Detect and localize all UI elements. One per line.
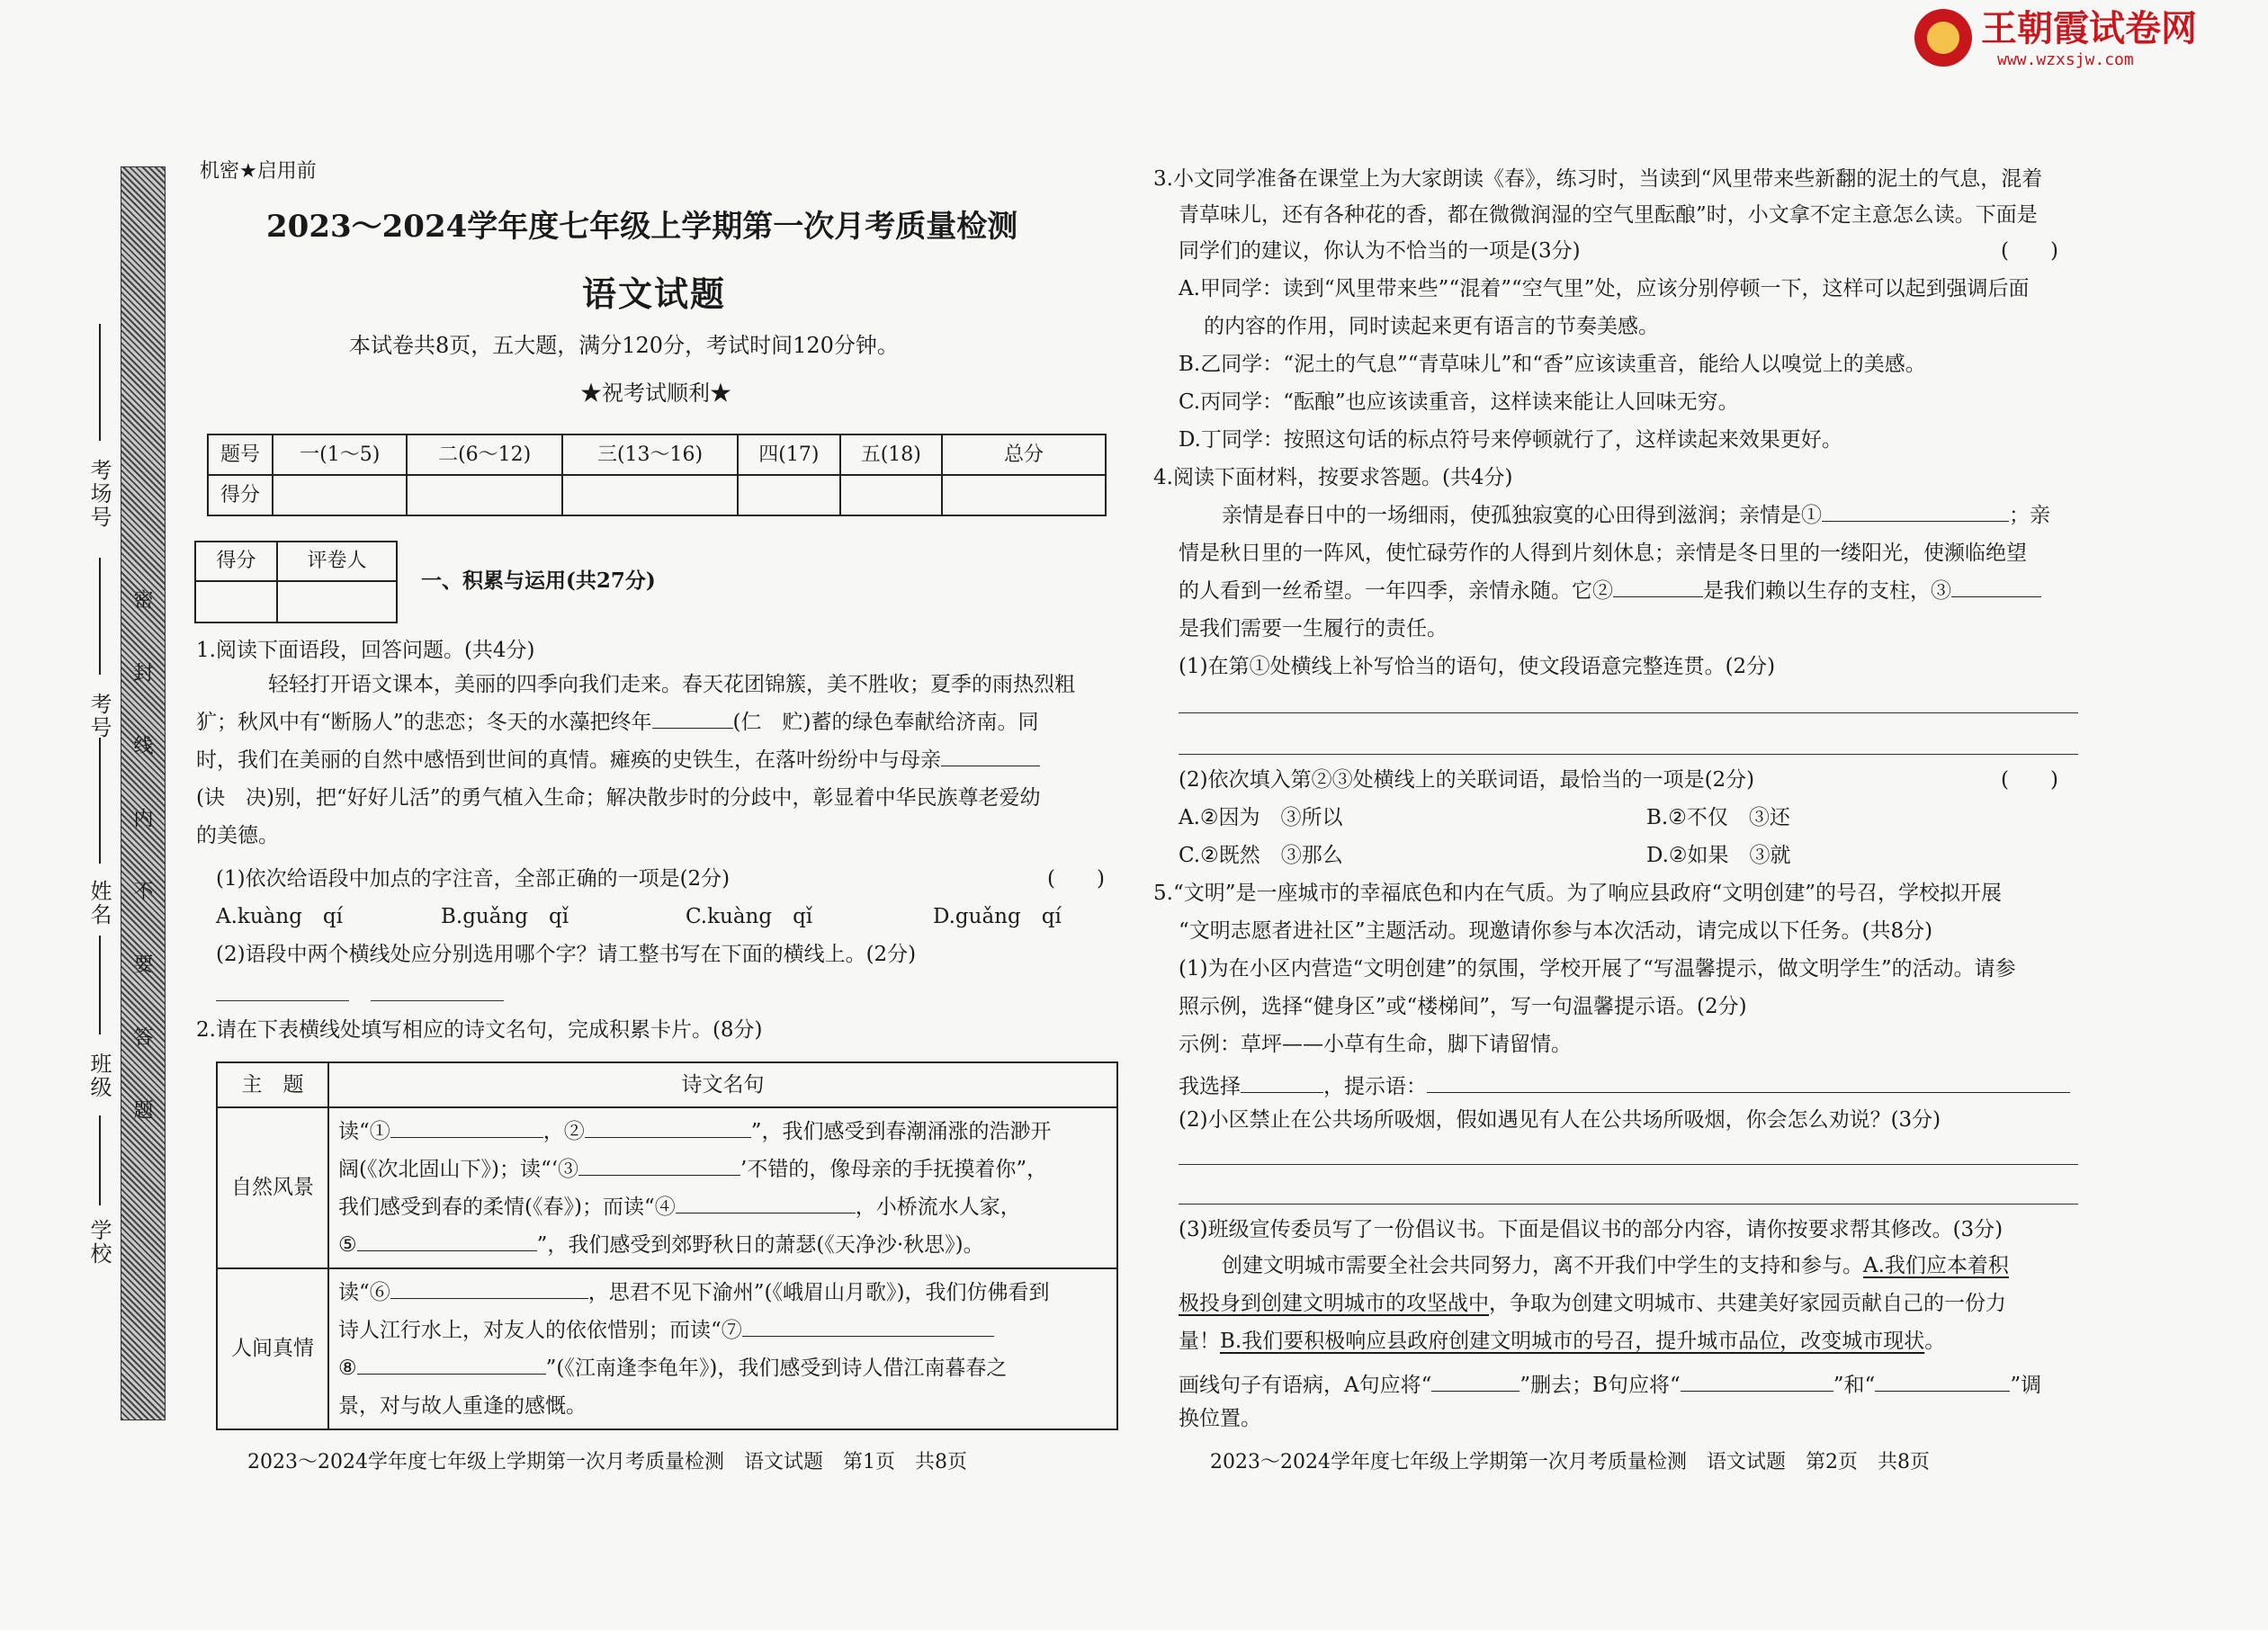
score-row-label: 得分	[208, 475, 273, 515]
exam-info: 本试卷共8页，五大题，满分120分，考试时间120分钟。	[349, 333, 899, 358]
seal-notice: 密 封 线 内 不 要 答 题	[130, 589, 153, 1142]
score-cell[interactable]	[273, 475, 407, 515]
q4-line: ；亲	[2009, 504, 2050, 527]
q5-tip-label: ，提示语：	[1323, 1075, 1427, 1098]
q5-choose-blank[interactable]	[1241, 1072, 1323, 1093]
q5-proposal	[1179, 1247, 2078, 1360]
q1-choice-1: (仁 贮)	[732, 711, 811, 734]
proposal-text: 量！	[1179, 1330, 1220, 1353]
field-school-line[interactable]	[99, 1115, 101, 1205]
poem-blank-2[interactable]	[585, 1117, 751, 1138]
q1-option-d[interactable]: D.guǎng qí	[933, 905, 1062, 928]
label-class: 班级	[86, 1052, 112, 1099]
q5-answer-blank-a[interactable]	[1431, 1371, 1519, 1392]
q5-answer-line-2[interactable]	[1179, 1204, 2078, 1205]
q3-option-a1[interactable]: A.甲同学：读到“风里带来些”“混着”“空气里”处，应该分别停顿一下，这样可以起到强调后面	[1179, 277, 2030, 300]
label-school: 学校	[86, 1219, 112, 1266]
q4-line: 情是秋日里的一阵风，使忙碌劳作的人得到片刻休息；亲情是冬日里的一缕阳光，使濒临绝望	[1179, 542, 2027, 565]
poem-blank-4[interactable]	[676, 1193, 856, 1214]
section1-title: 一、积累与运用(共27分)	[421, 569, 656, 593]
score-header-q1: 一(1～5)	[273, 434, 407, 475]
grader-name-label: 评卷人	[277, 542, 397, 581]
score-cell[interactable]	[840, 475, 942, 515]
poem-blank-6[interactable]	[390, 1278, 588, 1299]
q2-stem: 2.请在下表横线处填写相应的诗文名句，完成积累卡片。(8分)	[196, 1018, 763, 1042]
q4-stem: 4.阅读下面材料，按要求答题。(共4分)	[1153, 466, 1513, 489]
q5-sub1-line2: 照示例，选择“健身区”或“楼梯间”，写一句温馨提示语。(2分)	[1179, 995, 1747, 1018]
exam-subtitle: 语文试题	[582, 273, 727, 314]
proposal-text: ，争取为创建文明城市、共建美好家园贡献自己的一份力	[1489, 1292, 2006, 1315]
q1-blank-2[interactable]	[941, 746, 1040, 766]
q4-sub2: (2)依次填入第②③处横线上的关联词语，最恰当的一项是(2分)	[1179, 768, 1755, 792]
score-header-q3: 三(13～16)	[562, 434, 738, 475]
poem-text: ，思君不见下渝州”(《峨眉山月歌》)，我们仿佛看到	[587, 1280, 1050, 1304]
q5-answer-text: ”调	[2010, 1374, 2042, 1397]
q5-answer-text: 画线句子有语病，A句应将“	[1179, 1374, 1432, 1397]
poem-blank-7[interactable]	[742, 1316, 994, 1337]
q5-sub3: (3)班级宣传委员写了一份倡议书。下面是倡议书的部分内容，请你按要求帮其修改。(3分)	[1179, 1218, 2004, 1241]
score-cell[interactable]	[407, 475, 561, 515]
q1-passage	[196, 666, 1123, 855]
q5-sub1-line1: (1)为在小区内营造“文明创建”的氛围，学校开展了“写温馨提示，做文明学生”的活动。请参	[1179, 957, 2016, 981]
label-exam-room: 考场号	[86, 459, 112, 529]
q4-line: 是我们需要一生履行的责任。	[1179, 617, 1448, 640]
q1-option-a[interactable]: A.kuàng qí	[216, 905, 343, 928]
q3-option-b[interactable]: B.乙同学：“泥土的气息”“青草味儿”和“香”应该读重音，能给人以嗅觉上的美感。	[1179, 353, 1926, 376]
confidential-mark: 机密★启用前	[200, 160, 317, 183]
q3-option-d[interactable]: D.丁同学：按照这句话的标点符号来停顿就行了，这样读起来效果更好。	[1179, 428, 1842, 452]
q5-answer-text: ”删去；B句应将“	[1519, 1374, 1681, 1397]
field-class-line[interactable]	[99, 936, 101, 1034]
q4-line: 的人看到一丝希望。一年四季，亲情永随。它②	[1179, 579, 1613, 603]
q1-sub1: (1)依次给语段中加点的字注音，全部正确的一项是(2分)	[216, 867, 731, 891]
q4-blank-1[interactable]	[1822, 501, 2009, 522]
poem-text: ，②	[542, 1119, 585, 1143]
q5-line1: 5.“文明”是一座城市的幸福底色和内在气质。为了响应县政府“文明创建”的号召，学校拟开展	[1153, 882, 2002, 905]
q1-line: 犷；秋风中有“断肠人”的悲恋；冬天的水藻把终年	[196, 711, 652, 734]
q5-answer-row	[1179, 1371, 2041, 1396]
q1-option-c[interactable]: C.kuàng qǐ	[686, 905, 813, 928]
q1-line: 时，我们在美丽的自然中感悟到世间的真情。瘫痪的史铁生，在落叶纷纷中与母亲	[196, 748, 941, 772]
q5-choose-row	[1179, 1072, 2070, 1097]
logo-name: 王朝霞试卷网	[1981, 8, 2197, 49]
score-cell[interactable]	[942, 475, 1106, 515]
footer-left: 2023～2024学年度七年级上学期第一次月考质量检测 语文试题 第1页 共8页	[247, 1451, 967, 1473]
q1-stem: 1.阅读下面语段，回答问题。(共4分)	[196, 639, 535, 662]
poem-text: 诗人江行水上，对友人的依依惜别；而读“⑦	[338, 1318, 742, 1342]
field-exam-number-line[interactable]	[99, 558, 101, 675]
q4-option-c[interactable]: C.②既然 ③那么	[1179, 844, 1343, 867]
q5-answer-line-1[interactable]	[1179, 1164, 2078, 1165]
poem-text: 我们感受到春的柔情(《春》)；而读“④	[338, 1195, 676, 1219]
score-table	[207, 434, 1107, 516]
proposal-text: 创建文明城市需要全社会共同努力，离不开我们中学生的支持和参与。	[1222, 1254, 1863, 1277]
q1-line: 蓄的绿色奉献给济南。同	[811, 711, 1039, 734]
q3-answer-paren[interactable]: ( )	[2001, 239, 2058, 263]
grader-name-cell[interactable]	[277, 581, 397, 622]
blessing: ★祝考试顺利★	[580, 381, 731, 406]
proposal-sentence-a-cont: 极投身到创建文明城市的攻坚战中	[1179, 1292, 1489, 1315]
q4-answer-line-1[interactable]	[1179, 712, 2078, 713]
q4-blank-2[interactable]	[1613, 577, 1703, 597]
poem-header-lines: 诗文名句	[328, 1062, 1117, 1107]
poem-text: ”，我们感受到春潮涌涨的浩渺开	[750, 1119, 1052, 1143]
poem-text: 读“⑥	[338, 1280, 390, 1304]
poem-text: ’不错的，像母亲的手抚摸着你”，	[740, 1157, 1048, 1181]
poem-text: 景，对与故人重逢的感慨。	[338, 1393, 587, 1418]
field-name-line[interactable]	[99, 738, 101, 864]
poem-row-affection	[328, 1268, 1117, 1429]
score-header-q4: 四(17)	[738, 434, 839, 475]
poem-text: ”(《江南逢李龟年》)，我们感受到诗人借江南暮春之	[545, 1356, 1008, 1380]
poem-header-theme: 主 题	[217, 1062, 328, 1107]
score-header-total: 总分	[942, 434, 1106, 475]
q5-answer-blank-b1[interactable]	[1681, 1371, 1833, 1392]
footer-right: 2023～2024学年度七年级上学期第一次月考质量检测 语文试题 第2页 共8页	[1210, 1451, 1930, 1473]
poem-text: ”，我们感受到郊野秋日的萧瑟(《天净沙·秋思》)。	[536, 1232, 984, 1257]
score-header-q5: 五(18)	[840, 434, 942, 475]
score-cell[interactable]	[738, 475, 839, 515]
grader-table	[194, 541, 398, 623]
q4-option-d[interactable]: D.②如果 ③就	[1646, 844, 1791, 867]
poem-text: ⑧	[338, 1356, 357, 1380]
score-cell[interactable]	[562, 475, 738, 515]
theme-affection: 人间真情	[217, 1268, 328, 1429]
exam-title: 2023～2024学年度七年级上学期第一次月考质量检测	[266, 209, 1018, 245]
q4-answer-line-2[interactable]	[1179, 754, 2078, 755]
label-name: 姓名	[86, 880, 112, 927]
logo-emblem-icon	[1914, 9, 1972, 67]
q5-answer-text: ”和“	[1833, 1374, 1876, 1397]
q3-line1: 3.小文同学准备在课堂上为大家朗读《春》，练习时，当读到“风里带来些新翻的泥土的气息，混着	[1153, 167, 2043, 191]
q5-answer-blank-b2[interactable]	[1875, 1371, 2010, 1392]
q3-line3: 同学们的建议，你认为不恰当的一项是(3分)	[1179, 239, 1581, 263]
q4-line: 亲情是春日中的一场细雨，使孤独寂寞的心田得到滋润；亲情是①	[1222, 504, 1822, 527]
q1-answer-line-1[interactable]	[216, 1000, 349, 1001]
label-exam-number: 考号	[86, 693, 112, 739]
site-logo	[1914, 9, 2202, 70]
q4-sub1: (1)在第①处横线上补写恰当的语句，使文段语意完整连贯。(2分)	[1179, 655, 1776, 678]
proposal-sentence-b: B.我们要积极响应县政府创建文明城市的号召，提升城市品位，改变城市现状	[1220, 1330, 1925, 1353]
q1-option-b[interactable]: B.guǎng qǐ	[441, 905, 569, 928]
q1-answer-paren[interactable]: ( )	[1047, 867, 1105, 891]
poem-text: 读“①	[338, 1119, 390, 1143]
q5-example: 示例：草坪——小草有生命，脚下请留情。	[1179, 1033, 1572, 1056]
field-exam-room-line[interactable]	[99, 324, 101, 441]
proposal-text: 。	[1924, 1330, 1946, 1353]
theme-nature: 自然风景	[217, 1107, 328, 1268]
q3-option-a2: 的内容的作用，同时读起来更有语言的节奏美感。	[1204, 315, 1659, 338]
q1-answer-line-2[interactable]	[371, 1000, 504, 1001]
q5-tip-blank[interactable]	[1427, 1072, 2070, 1093]
poem-card-table	[216, 1061, 1118, 1430]
q4-blank-3[interactable]	[1951, 577, 2041, 597]
poem-blank-1[interactable]	[390, 1117, 543, 1138]
q1-line: 的美德。	[196, 824, 279, 847]
score-header-q2: 二(6～12)	[407, 434, 561, 475]
q5-choose-label: 我选择	[1179, 1075, 1241, 1098]
q4-option-a[interactable]: A.②因为 ③所以	[1179, 806, 1343, 829]
q5-line2: “文明志愿者进社区”主题活动。现邀请你参与本次活动，请完成以下任务。(共8分)	[1179, 919, 1933, 943]
q5-sub2: (2)小区禁止在公共场所吸烟，假如遇见有人在公共场所吸烟，你会怎么劝说？(3分)	[1179, 1108, 1941, 1132]
poem-blank-5[interactable]	[357, 1231, 537, 1251]
q1-blank-1[interactable]	[652, 708, 733, 729]
proposal-sentence-a: A.我们应本着积	[1863, 1254, 2009, 1277]
grader-score-cell[interactable]	[195, 581, 277, 622]
poem-text: ，小桥流水人家，	[855, 1195, 1021, 1219]
poem-blank-3[interactable]	[578, 1155, 740, 1176]
q1-sub2: (2)语段中两个横线处应分别选用哪个字？请工整书写在下面的横线上。(2分)	[216, 943, 917, 966]
q4-line: 是我们赖以生存的支柱，③	[1703, 579, 1951, 603]
poem-row-nature	[328, 1107, 1117, 1268]
q1-line: (诀 决)别，把“好好儿活”的勇气植入生命；解决散步时的分歧中，彰显着中华民族尊老爱幼	[196, 786, 1041, 810]
poem-text: 阔(《次北固山下》)；读“‘③	[338, 1157, 579, 1181]
q4-option-b[interactable]: B.②不仅 ③还	[1646, 806, 1790, 829]
q1-line: 轻轻打开语文课本，美丽的四季向我们走来。春天花团锦簇，美不胜收；夏季的雨热烈粗	[268, 673, 1075, 696]
grader-score-label: 得分	[195, 542, 277, 581]
poem-text: ⑤	[338, 1232, 357, 1257]
score-header-label: 题号	[208, 434, 273, 475]
q4-answer-paren[interactable]: ( )	[2001, 768, 2058, 792]
poem-blank-8[interactable]	[357, 1354, 546, 1375]
q3-line2: 青草味儿，还有各种花的香，都在微微润湿的空气里酝酿”时，小文拿不定主意怎么读。下面是	[1179, 203, 2038, 227]
q4-passage	[1179, 497, 2078, 648]
logo-url: www.wzxsjw.com	[1997, 50, 2134, 69]
q3-option-c[interactable]: C.丙同学：“酝酿”也应该读重音，这样读来能让人回味无穷。	[1179, 390, 1739, 414]
q5-answer-tail: 换位置。	[1179, 1407, 1261, 1430]
